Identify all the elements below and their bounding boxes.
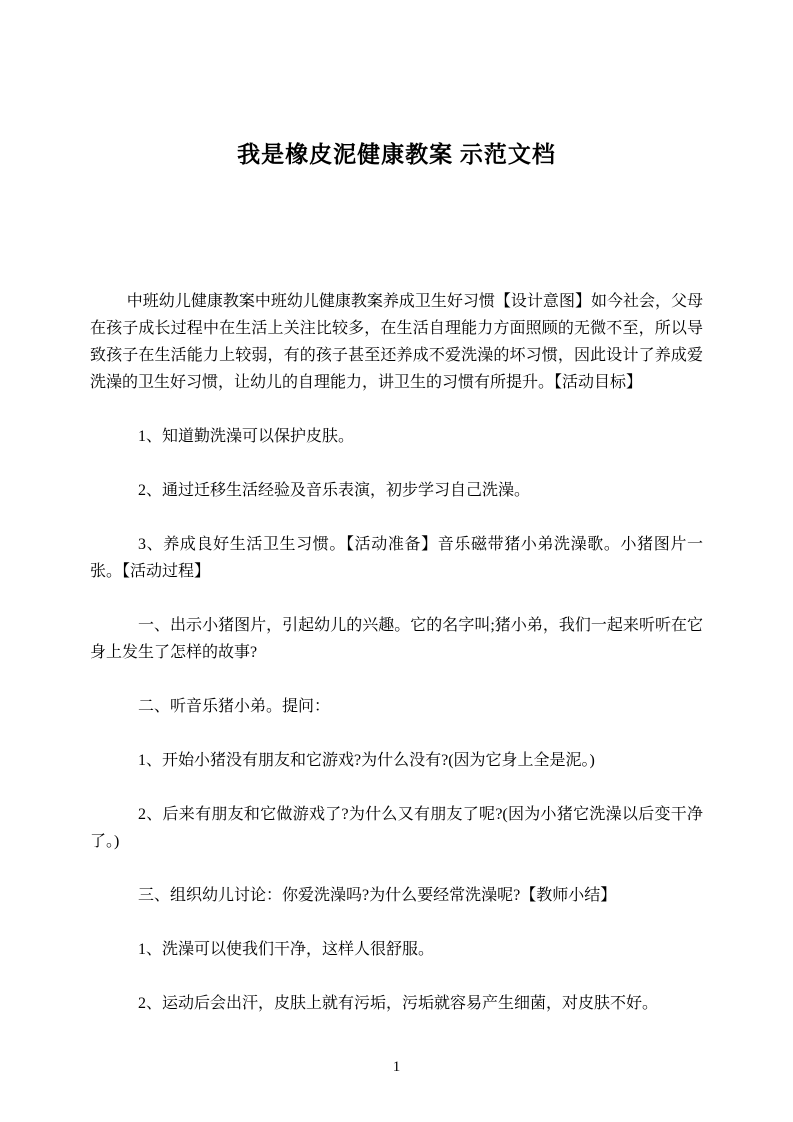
paragraph-question-2: 2、后来有朋友和它做游戏了?为什么又有朋友了呢?(因为小猪它洗澡以后变干净了。) [90, 806, 703, 850]
paragraph-question-1: 1、开始小猪没有朋友和它游戏?为什么没有?(因为它身上全是泥。) [138, 752, 595, 769]
paragraph-step-3-summary: 三、组织幼儿讨论：你爱洗澡吗?为什么要经常洗澡呢?【教师小结】 [138, 887, 617, 904]
paragraph-goal-3-preparation: 3、养成良好生活卫生习惯。【活动准备】音乐磁带猪小弟洗澡歌。小猪图片一张。【活动过程】 [90, 536, 703, 580]
paragraph-step-2: 二、听音乐猪小弟。提问： [138, 698, 331, 715]
document-body [90, 288, 703, 1017]
paragraph-summary-2: 2、运动后会出汗，皮肤上就有污垢，污垢就容易产生细菌，对皮肤不好。 [138, 995, 659, 1012]
paragraph-design-intent: 中班幼儿健康教案中班幼儿健康教案养成卫生好习惯【设计意图】如今社会，父母在孩子成长过程中在生活上关注比较多，在生活自理能力方面照顾的无微不至，所以导致孩子在生活能力上较弱，有的孩子甚至还养成不爱洗澡的坏习惯，因此设计了养成爱洗澡的卫生好习惯，让幼儿的自理能力，讲卫生的习惯有所提升。【活动目标】 [90, 293, 703, 391]
document-title: 我是橡皮泥健康教案 示范文档 [237, 142, 556, 167]
paragraph-goal-1: 1、知道勤洗澡可以保护皮肤。 [138, 428, 355, 445]
paragraph-step-1: 一、出示小猪图片，引起幼儿的兴趣。它的名字叫;猪小弟，我们一起来听听在它身上发生了怎样的故事? [90, 617, 703, 661]
page-number: 1 [392, 1059, 401, 1075]
paragraph-goal-2: 2、通过迁移生活经验及音乐表演，初步学习自己洗澡。 [138, 482, 531, 499]
paragraph-summary-1: 1、洗澡可以使我们干净，这样人很舒服。 [138, 941, 435, 958]
